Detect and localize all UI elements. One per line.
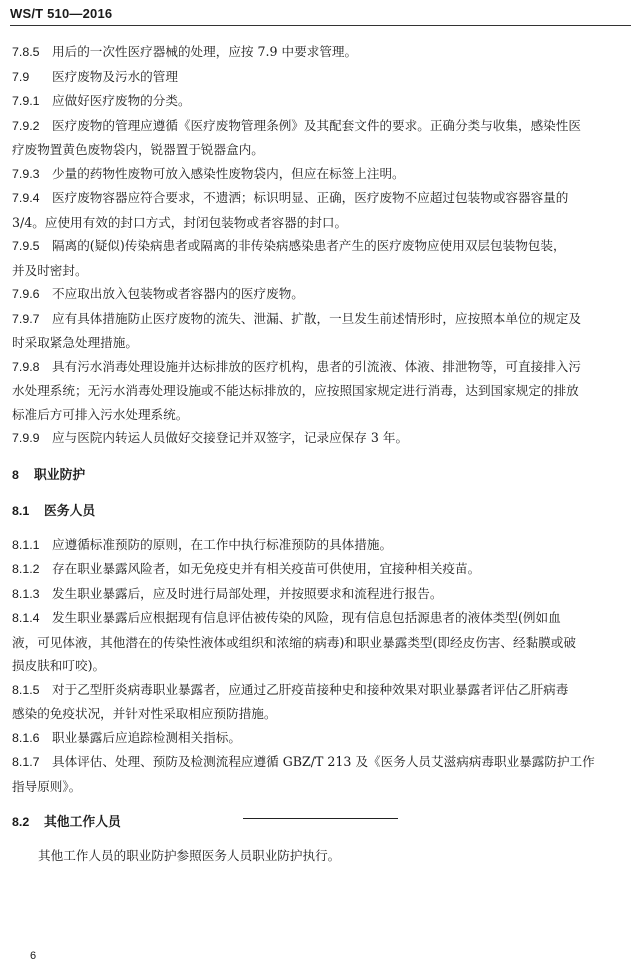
- clause-number: 7.9.1: [12, 94, 40, 108]
- clause-text: 3/4。应使用有效的封口方式，封闭包装物或者容器的封口。: [12, 214, 348, 230]
- clause-line: [12, 259, 629, 283]
- clause-line: [12, 702, 629, 726]
- clause-text: 少量的药物性废物可放入感染性废物袋内，但应在标签上注明。: [52, 165, 405, 181]
- clause-line: [12, 355, 629, 380]
- clause-line: [12, 557, 629, 582]
- clause-line: [12, 582, 629, 607]
- clause-line: [12, 138, 629, 162]
- clause-line: [12, 726, 629, 751]
- clause-text: 感染的免疫状况，并针对性采取相应预防措施。: [12, 706, 277, 721]
- clause-7-9-8: [12, 355, 629, 427]
- clause-line: [12, 65, 629, 90]
- clause-number: 8.1.6: [12, 730, 40, 745]
- clause-text: 疗废物置黄色废物袋内，锐器置于锐器盒内。: [12, 142, 264, 157]
- clause-8-1-2: [12, 557, 629, 582]
- clause-text: 发生职业暴露后，应及时进行局部处理，并按照要求和流程进行报告。: [52, 585, 443, 601]
- clause-text: 医疗废物容器应符合要求，不遗洒；标识明显、正确，医疗废物不应超过包装物或容器容量的: [52, 190, 569, 205]
- clause-line: [12, 379, 629, 403]
- clause-line: [12, 211, 629, 235]
- header-rule: [10, 25, 631, 26]
- subsection-title: 医务人员: [44, 503, 96, 518]
- clause-7-9-2: [12, 114, 629, 162]
- clause-line: [12, 678, 629, 703]
- clause-text: 具有污水消毒处理设施并达标排放的医疗机构，患者的引流液、体液、排泄物等，可直接排入污: [52, 358, 581, 374]
- clause-line: [12, 162, 629, 187]
- clause-number: 7.9: [12, 69, 30, 84]
- clause-text: 标准后方可排入污水处理系统。: [12, 406, 189, 422]
- clause-number: 7.9.5: [12, 239, 40, 253]
- section-number: 8: [12, 467, 19, 482]
- clause-line: [12, 89, 629, 114]
- clause-number: 8.1.2: [12, 562, 40, 576]
- clause-8-1-5: [12, 678, 629, 726]
- clause-text: 水处理系统；无污水消毒处理设施或不能达标排放的，应按照国家规定进行消毒，达到国家规定的排放: [12, 383, 579, 398]
- clause-line: [12, 234, 629, 259]
- clause-text: 不应取出放入包装物或者容器内的医疗废物。: [52, 286, 304, 301]
- clause-text: 医疗废物的管理应遵循《医疗废物管理条例》及其配套文件的要求。正确分类与收集，感染性医: [52, 117, 581, 133]
- clause-line: [12, 775, 629, 799]
- clause-7-9-6: [12, 282, 629, 307]
- clause-line: [12, 606, 629, 631]
- clause-line: [12, 114, 629, 139]
- clause-text: 应做好医疗废物的分类。: [52, 93, 191, 108]
- clause-text: 隔离的(疑似)传染病患者或隔离的非传染病感染患者产生的医疗废物应使用双层包装物包装，: [52, 238, 566, 253]
- clause-7-9-4: [12, 186, 629, 234]
- clause-number: 7.9.4: [12, 191, 40, 205]
- clause-8-1-7: [12, 750, 629, 798]
- clause-text: 应有具体措施防止医疗废物的流失、泄漏、扩散，一旦发生前述情形时，应按照本单位的规定及: [52, 310, 581, 326]
- subsection-title: 其他工作人员: [44, 814, 121, 829]
- clause-text: 医疗废物及污水的管理: [52, 68, 178, 84]
- clause-7-9: [12, 65, 629, 90]
- clause-number: 8.1.4: [12, 611, 40, 625]
- clause-7-9-1: [12, 89, 629, 114]
- clause-number: 7.9.9: [12, 431, 40, 445]
- clause-line: [12, 40, 629, 65]
- clause-line: [12, 331, 629, 355]
- clause-text: 时采取紧急处理措施。: [12, 335, 138, 350]
- clause-number: 7.8.5: [12, 45, 40, 59]
- section-title: 职业防护: [34, 466, 86, 482]
- subsection-8-2-heading: [12, 810, 629, 835]
- clause-8-1-3: [12, 582, 629, 607]
- page-content: [12, 40, 629, 867]
- clause-number: 8.1.5: [12, 682, 40, 697]
- clause-number: 8.1.1: [12, 537, 40, 552]
- subsection-number: 8.2: [12, 815, 30, 829]
- clause-number: 8.1.7: [12, 755, 40, 769]
- section-8-1-clauses: [12, 533, 629, 799]
- page-number: 6: [30, 950, 37, 962]
- subsection-number: 8.1: [12, 504, 30, 518]
- clause-line: [12, 750, 629, 775]
- clause-7-9-3: [12, 162, 629, 187]
- clause-8-1-1: [12, 533, 629, 558]
- clause-text: 应遵循标准预防的原则，在工作中执行标准预防的具体措施。: [52, 536, 393, 552]
- clause-text: 并及时密封。: [12, 262, 88, 278]
- clause-7-9-5: [12, 234, 629, 282]
- clause-text: 指导原则》。: [12, 778, 82, 794]
- clause-text: 液，可见体液，其他潜在的传染性液体或组织和浓缩的病毒)和职业暴露类型(即经皮伤害、经黏膜或破: [12, 634, 576, 650]
- clause-line: [12, 307, 629, 332]
- clause-text: 存在职业暴露风险者，如无免疫史并有相关疫苗可供使用，宜接种相关疫苗。: [52, 561, 481, 576]
- clause-line: [12, 282, 629, 307]
- clause-number: 7.9.7: [12, 311, 40, 326]
- clause-line: [12, 533, 629, 558]
- clause-number: 7.9.2: [12, 118, 40, 133]
- clause-text: 损皮肤和叮咬)。: [12, 658, 106, 673]
- clause-7-8-5: [12, 40, 629, 65]
- clause-7-9-9: [12, 426, 629, 451]
- clause-line: [12, 403, 629, 427]
- document-code: WS/T 510—2016: [10, 6, 113, 21]
- subsection-8-2-text: 其他工作人员的职业防护参照医务人员职业防护执行。: [38, 847, 341, 863]
- clause-number: 7.9.6: [12, 287, 40, 301]
- clause-number: 8.1.3: [12, 586, 40, 601]
- clause-number: 7.9.3: [12, 166, 40, 181]
- clause-7-9-7: [12, 307, 629, 355]
- clause-line: [12, 631, 629, 655]
- clause-8-1-6: [12, 726, 629, 751]
- clause-line: [12, 654, 629, 678]
- end-rule: [243, 818, 398, 819]
- clause-text: 应与医院内转运人员做好交接登记并双签字，记录应保存 3 年。: [52, 430, 409, 445]
- section-7-9-clauses: [12, 40, 629, 451]
- clause-8-1-4: [12, 606, 629, 678]
- clause-number: 7.9.8: [12, 359, 40, 374]
- clause-text: 用后的一次性医疗器械的处理，应按 7.9 中要求管理。: [52, 44, 358, 59]
- section-8-heading: [12, 463, 629, 488]
- clause-text: 职业暴露后应追踪检测相关指标。: [52, 729, 241, 745]
- clause-line: [12, 186, 629, 211]
- clause-text: 发生职业暴露后应根据现有信息评估被传染的风险，现有信息包括源患者的液体类型(例如血: [52, 610, 561, 625]
- clause-text: 对于乙型肝炎病毒职业暴露者，应通过乙肝疫苗接种史和接种效果对职业暴露者评估乙肝病毒: [52, 681, 569, 697]
- subsection-8-1-heading: [12, 499, 629, 524]
- clause-text: 具体评估、处理、预防及检测流程应遵循 GBZ/T 213 及《医务人员艾滋病病毒职业暴露防护工作: [52, 754, 595, 769]
- clause-line: [12, 426, 629, 451]
